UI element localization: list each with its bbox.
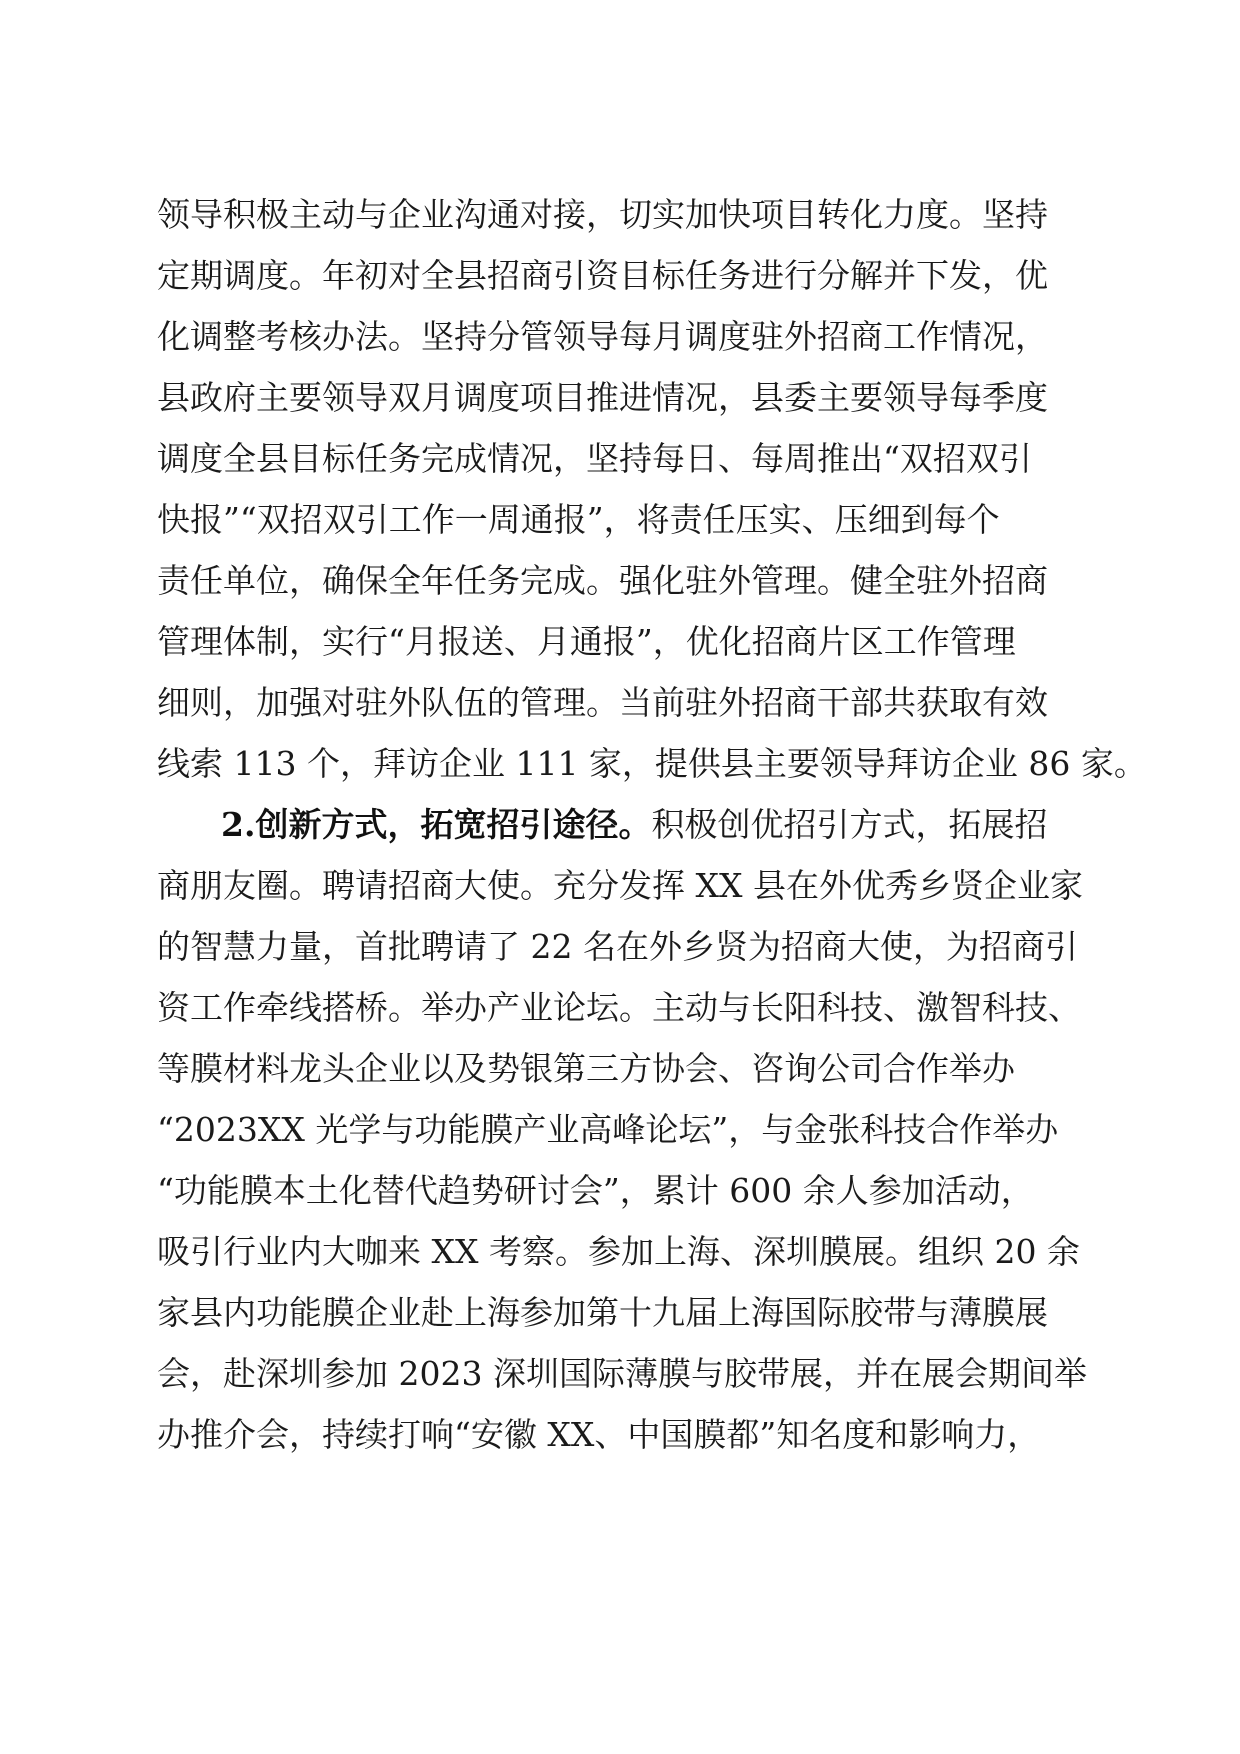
text-line: 线索 113 个，拜访企业 111 家，提供县主要领导拜访企业 86 家。 <box>157 744 1147 783</box>
text-line: 吸引行业内大咖来 XX 考察。参加上海、深圳膜展。组织 20 余 <box>157 1232 1080 1271</box>
text-line: 领导积极主动与企业沟通对接，切实加快项目转化力度。坚持 <box>157 195 1048 234</box>
paragraph-1 <box>157 184 1147 794</box>
text-line: 定期调度。年初对全县招商引资目标任务进行分解并下发，优 <box>157 256 1048 295</box>
text-line: “功能膜本土化替代趋势研讨会”，累计 600 余人参加活动， <box>157 1171 1034 1210</box>
text-line: 责任单位，确保全年任务完成。强化驻外管理。健全驻外招商 <box>157 561 1048 600</box>
text-line: 县政府主要领导双月调度项目推进情况，县委主要领导每季度 <box>157 378 1048 417</box>
text-line: 的智慧力量，首批聘请了 22 名在外乡贤为招商大使，为招商引 <box>157 927 1078 966</box>
paragraph-2 <box>157 794 1087 1465</box>
text-line: 化调整考核办法。坚持分管领导每月调度驻外招商工作情况， <box>157 317 1048 356</box>
text-line: 调度全县目标任务完成情况，坚持每日、每周推出“双招双引 <box>157 439 1032 478</box>
text-line: 会，赴深圳参加 2023 深圳国际薄膜与胶带展，并在展会期间举 <box>157 1354 1087 1393</box>
paragraph-2-first-line <box>157 794 1087 855</box>
text-line: 快报”“双招双引工作一周通报”，将责任压实、压细到每个 <box>157 500 1000 539</box>
text-line: 管理体制，实行“月报送、月通报”，优化招商片区工作管理 <box>157 622 1016 661</box>
text-line: “2023XX 光学与功能膜产业高峰论坛”，与金张科技合作举办 <box>157 1110 1059 1149</box>
first-line-text: 积极创优招引方式，拓展招 <box>651 805 1048 844</box>
text-line: 家县内功能膜企业赴上海参加第十九届上海国际胶带与薄膜展 <box>157 1293 1048 1332</box>
section-heading: 2.创新方式，拓宽招引途径。 <box>221 805 652 844</box>
text-line: 细则，加强对驻外队伍的管理。当前驻外招商干部共获取有效 <box>157 683 1048 722</box>
text-line: 资工作牵线搭桥。举办产业论坛。主动与长阳科技、激智科技、 <box>157 988 1081 1027</box>
text-line: 等膜材料龙头企业以及势银第三方协会、咨询公司合作举办 <box>157 1049 1015 1088</box>
text-line: 办推介会，持续打响“安徽 XX、中国膜都”知名度和影响力， <box>157 1415 1041 1454</box>
text-line: 商朋友圈。聘请招商大使。充分发挥 XX 县在外优秀乡贤企业家 <box>157 866 1083 905</box>
